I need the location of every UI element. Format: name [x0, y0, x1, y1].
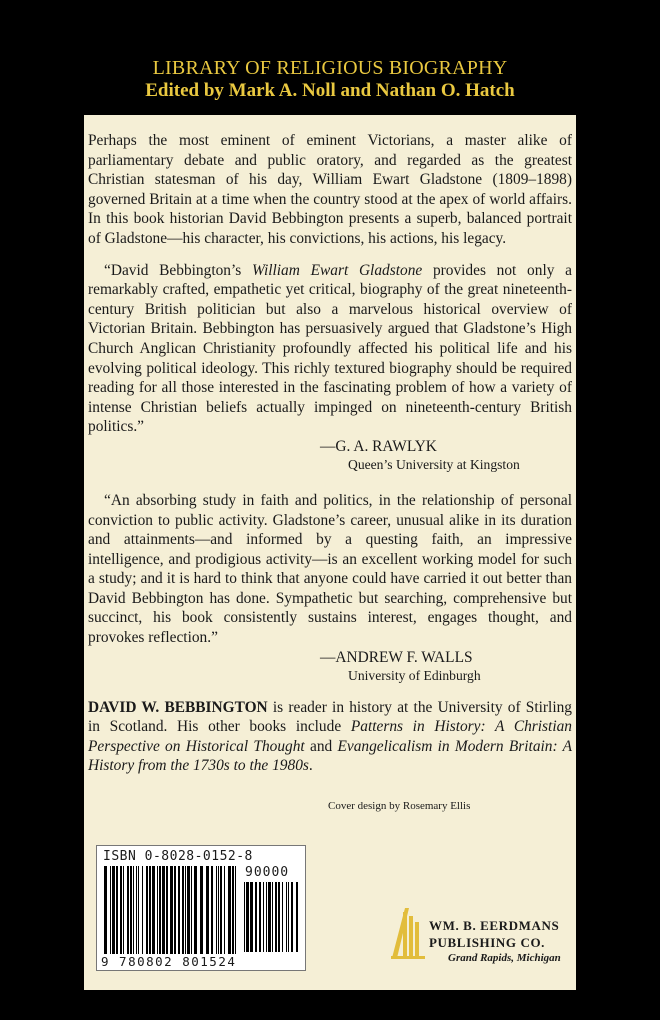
barcode-bar	[250, 882, 253, 952]
barcode-bar	[282, 882, 283, 952]
publisher-name: WM. B. EERDMANS	[429, 918, 560, 933]
barcode-bar	[162, 866, 165, 954]
barcode-bar	[200, 866, 203, 954]
series-title: LIBRARY OF RELIGIOUS BIOGRAPHY	[152, 57, 508, 79]
barcode-bar	[275, 882, 277, 952]
cover-credit: Cover design by Rosemary Ellis	[328, 800, 471, 813]
quote-walls-author: —ANDREW F. WALLS	[320, 648, 473, 666]
barcode-bar	[133, 866, 134, 954]
barcode-bar	[206, 866, 209, 954]
barcode-bar	[296, 882, 298, 952]
bio-book-2: Evangelicalism in Modern Britain: A History from the 1730s to the 1980s	[88, 737, 572, 775]
barcode-bar	[146, 866, 148, 954]
barcode-bar	[130, 866, 132, 954]
barcode-bar	[228, 866, 231, 954]
barcode-bar	[104, 866, 107, 954]
barcode-bar	[246, 882, 249, 952]
barcode-bar	[149, 866, 151, 954]
barcode-bar	[152, 866, 155, 954]
price-code: 90000	[245, 865, 290, 880]
barcode-bar	[218, 866, 219, 954]
barcode-bar	[178, 866, 180, 954]
barcode-bar	[263, 882, 264, 952]
barcode-bar	[157, 866, 158, 954]
barcode-bar	[116, 866, 118, 954]
barcode-bar	[187, 866, 190, 954]
barcode-bar	[232, 866, 234, 954]
quote-rawlyk-author: —G. A. RAWLYK	[320, 437, 437, 455]
barcode-bar	[166, 866, 168, 954]
quote-rawlyk-pre: “David Bebbington’s	[104, 261, 252, 279]
barcode-bar	[110, 866, 111, 954]
bio-book-1: Patterns in History: A Christian Perspective on Historical Thought	[88, 718, 572, 755]
barcode-bar	[255, 882, 257, 952]
isbn-number: ISBN 0-8028-0152-8	[103, 849, 253, 864]
ean-barcode-bars	[103, 866, 239, 954]
barcode-bar	[286, 882, 287, 952]
barcode-bar	[291, 882, 293, 952]
barcode-bar	[244, 882, 245, 952]
quote-rawlyk-post: provides not only a remarkably crafted, empathetic yet critical, biography of the great nineteenth-century British politician but also a marvelous historical overview of Victorian Britain. Bebbington has persuasively argued that Gladstone’s High Church Anglican Christianity profoundly affected his political life and his evolving political ideology. This richly textured biography should be required reading for all those interested in the fascinating problem of how a variety of intense Christian beliefs actually impinged on nineteenth-century British politics.”	[88, 261, 572, 436]
barcode-bar	[138, 866, 139, 954]
author-name: DAVID W. BEBBINGTON	[88, 698, 268, 716]
barcode-bar	[174, 866, 176, 954]
author-bio	[88, 698, 572, 776]
barcode-bar	[220, 866, 222, 954]
barcode-bar	[211, 866, 213, 954]
quote-walls-affiliation: University of Edinburgh	[348, 667, 481, 683]
barcode-bar	[127, 866, 129, 954]
publisher-location: Grand Rapids, Michigan	[448, 952, 561, 964]
barcode-bar	[112, 866, 115, 954]
barcode-bar	[259, 882, 261, 952]
barcode-bar	[272, 882, 273, 952]
price-barcode-bars	[243, 882, 299, 952]
intro-paragraph: Perhaps the most eminent of eminent Victorians, a master alike of parliamentary debate and public oratory, and regarded as the greatest Christian statesman of his day, William Ewart Gladstone (1809–1898) governed Britain at a time when the country stood at the apex of world affairs. In this book historian David Bebbington presents a superb, balanced portrait of Gladstone—his character, his convictions, his actions, his legacy.	[88, 132, 572, 247]
quote-rawlyk-affiliation: Queen’s University at Kingston	[348, 456, 520, 472]
barcode-bar	[216, 866, 217, 954]
barcode-bar	[120, 866, 122, 954]
publisher-name-2: PUBLISHING CO.	[429, 935, 546, 950]
publisher-logo-icon	[391, 906, 425, 960]
bio-text-1: is reader in history at the University of Stirling in Scotland. His other books include	[88, 698, 572, 736]
barcode-bar	[123, 866, 124, 954]
barcode-bar	[191, 866, 192, 954]
barcode-bar	[268, 882, 271, 952]
barcode-bar	[288, 882, 289, 952]
barcode-bar	[224, 866, 225, 954]
barcode-bar	[185, 866, 186, 954]
bio-text-2: and	[304, 737, 338, 755]
quote-walls: “An absorbing study in faith and politics, in the relationship of personal conviction to public activity. Gladstone’s career, unusual alike in its duration and attainments—and informed by a questing faith, an impressive intelligence, and prodigious activity—is an excellent working model for such a study; and it is hard to think that anyone could have carried it out better than David Bebbington has done. Sympathetic but searching, comprehensive but succinct, his book consistently sustains interest, engages thought, and provokes reflection.”	[88, 491, 572, 647]
quote-book-title: William Ewart Gladstone	[251, 261, 423, 279]
barcode-bar	[142, 866, 143, 954]
barcode-bar	[278, 882, 280, 952]
barcode-bar	[170, 866, 173, 954]
barcode-bar	[266, 882, 267, 952]
bio-text-3: .	[308, 757, 313, 775]
series-editors: Edited by Mark A. Noll and Nathan O. Hatch	[145, 80, 515, 101]
barcode-bar	[136, 866, 137, 954]
barcode-bar	[194, 866, 197, 954]
barcode-bar	[159, 866, 161, 954]
ean-number: 9 780802 801524	[101, 954, 237, 969]
quote-rawlyk	[88, 261, 572, 437]
barcode-bar	[235, 866, 236, 954]
barcode-bar	[182, 866, 184, 954]
barcode	[96, 845, 306, 971]
text-panel	[84, 115, 576, 990]
